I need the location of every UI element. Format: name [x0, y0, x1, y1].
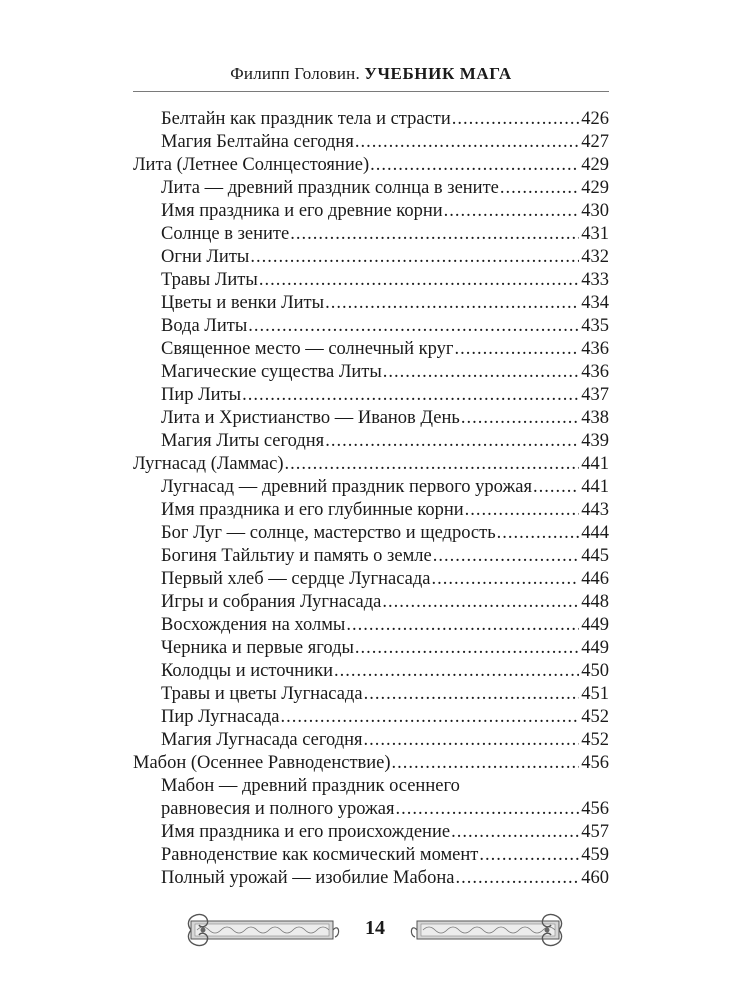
- toc-entry-title: Травы Литы: [161, 270, 258, 290]
- scroll-ornament-icon: [183, 907, 341, 953]
- toc-entry: [133, 292, 609, 315]
- dot-leader: [285, 453, 580, 476]
- toc-entry: [133, 269, 609, 292]
- dot-leader: [364, 683, 580, 706]
- dot-leader: [334, 660, 579, 683]
- toc-entry-title: Огни Литы: [161, 247, 250, 267]
- dot-leader: [444, 200, 580, 223]
- toc-entry: [133, 223, 609, 246]
- toc-page-number: 436: [581, 362, 609, 382]
- dot-leader: [248, 315, 579, 338]
- toc-entry-title: Пир Лугнасада: [161, 707, 280, 727]
- toc-page-number: 452: [581, 707, 609, 727]
- toc-entry: [133, 246, 609, 269]
- toc-entry-title: Цветы и венки Литы: [161, 293, 325, 313]
- toc-entry-title: Восхождения на холмы: [161, 615, 346, 635]
- dot-leader: [355, 637, 579, 660]
- dot-leader: [325, 430, 579, 453]
- toc-entry: [133, 108, 609, 131]
- toc-entry-title: Священное место — солнечный круг: [161, 339, 454, 359]
- toc-page-number: 456: [581, 753, 609, 773]
- page-footer: [183, 907, 567, 953]
- toc-page-number: 438: [581, 408, 609, 428]
- dot-leader: [479, 844, 579, 867]
- toc-page-number: 433: [581, 270, 609, 290]
- toc-entry-title: Лугнасад — древний праздник первого урожая: [161, 477, 532, 497]
- dot-leader: [290, 223, 579, 246]
- toc-page-number: 444: [581, 523, 609, 543]
- toc-entry-title: Богиня Тайльтиу и память о земле: [161, 546, 432, 566]
- toc-section-entry: [133, 453, 609, 476]
- toc-page-number: 435: [581, 316, 609, 336]
- toc-entry: [133, 338, 609, 361]
- toc-entry: [133, 867, 609, 890]
- toc-entry: [133, 384, 609, 407]
- toc-page-number: 439: [581, 431, 609, 451]
- toc-entry: [133, 637, 609, 660]
- toc-entry: [133, 522, 609, 545]
- toc-entry-title: Магические существа Литы: [161, 362, 382, 382]
- toc-entry-title: Лита — древний праздник солнца в зените: [161, 178, 499, 198]
- toc-entry-title: Вода Литы: [161, 316, 248, 336]
- dot-leader: [433, 545, 580, 568]
- toc-entry-title: Колодцы и источники: [161, 661, 333, 681]
- toc-entry: [133, 430, 609, 453]
- dot-leader: [346, 614, 579, 637]
- toc-page-number: 429: [581, 178, 609, 198]
- dot-leader: [355, 131, 579, 154]
- running-head: [133, 64, 609, 84]
- dot-leader: [452, 108, 579, 131]
- toc-entry-title: Имя праздника и его древние корни: [161, 201, 443, 221]
- table-of-contents: [133, 108, 609, 890]
- dot-leader: [382, 591, 579, 614]
- toc-page-number: 432: [581, 247, 609, 267]
- toc-entry-title: Белтайн как праздник тела и страсти: [161, 109, 451, 129]
- toc-entry: [133, 177, 609, 200]
- dot-leader: [497, 522, 580, 545]
- toc-page-number: 460: [581, 868, 609, 888]
- toc-entry: [133, 660, 609, 683]
- toc-entry-title: Магия Белтайна сегодня: [161, 132, 354, 152]
- dot-leader: [500, 177, 579, 200]
- dot-leader: [454, 338, 579, 361]
- toc-page-number: 459: [581, 845, 609, 865]
- toc-entry-title: Имя праздника и его глубинные корни: [161, 500, 464, 520]
- toc-entry: [133, 683, 609, 706]
- dot-leader: [455, 867, 579, 890]
- toc-page-number: 427: [581, 132, 609, 152]
- dot-leader: [451, 821, 579, 844]
- dot-leader: [325, 292, 579, 315]
- toc-entry: [133, 361, 609, 384]
- toc-page-number: 456: [581, 799, 609, 819]
- toc-page-number: 441: [581, 454, 609, 474]
- toc-page-number: 457: [581, 822, 609, 842]
- toc-section-entry: [133, 154, 609, 177]
- toc-entry-title: Лита (Летнее Солнцестояние): [133, 155, 370, 175]
- toc-entry: [133, 821, 609, 844]
- toc-entry-title: Равноденствие как космический момент: [161, 845, 479, 865]
- toc-page-number: 451: [581, 684, 609, 704]
- toc-entry: [133, 476, 609, 499]
- toc-entry: [133, 591, 609, 614]
- dot-leader: [533, 476, 579, 499]
- toc-page-number: 430: [581, 201, 609, 221]
- toc-entry: [133, 131, 609, 154]
- toc-entry: [133, 729, 609, 752]
- toc-entry-title: Лита и Христианство — Иванов День: [161, 408, 460, 428]
- dot-leader: [396, 798, 580, 821]
- toc-entry-title: Мабон — древний праздник осеннего: [161, 776, 460, 796]
- toc-entry: [133, 568, 609, 591]
- toc-page-number: 445: [581, 546, 609, 566]
- toc-page-number: 436: [581, 339, 609, 359]
- dot-leader: [392, 752, 580, 775]
- toc-entry-title: Магия Литы сегодня: [161, 431, 325, 451]
- toc-entry: [133, 545, 609, 568]
- toc-entry: [133, 614, 609, 637]
- toc-section-entry: [133, 752, 609, 775]
- author-name: Филипп Головин.: [230, 64, 360, 83]
- dot-leader: [465, 499, 580, 522]
- dot-leader: [250, 246, 579, 269]
- toc-entry: [133, 200, 609, 223]
- toc-page-number: 434: [581, 293, 609, 313]
- toc-page-number: 452: [581, 730, 609, 750]
- dot-leader: [461, 407, 579, 430]
- toc-entry: [133, 315, 609, 338]
- toc-entry-title: Черника и первые ягоды: [161, 638, 354, 658]
- toc-entry-title: Лугнасад (Ламмас): [133, 454, 284, 474]
- page-number: 14: [365, 917, 385, 939]
- toc-page-number: 449: [581, 638, 609, 658]
- toc-entry: [133, 499, 609, 522]
- toc-page-number: 449: [581, 615, 609, 635]
- toc-entry-title: равновесия и полного урожая: [161, 799, 395, 819]
- toc-page-number: 431: [581, 224, 609, 244]
- dot-leader: [370, 154, 579, 177]
- dot-leader: [431, 568, 579, 591]
- book-title: УЧЕБНИК МАГА: [364, 64, 512, 83]
- toc-entry: [133, 407, 609, 430]
- toc-page-number: 443: [581, 500, 609, 520]
- dot-leader: [280, 706, 579, 729]
- toc-page-number: 441: [581, 477, 609, 497]
- toc-entry-title: Солнце в зените: [161, 224, 290, 244]
- toc-entry-title: Игры и собрания Лугнасада: [161, 592, 382, 612]
- header-rule: [133, 91, 609, 92]
- toc-entry-title: Первый хлеб — сердце Лугнасада: [161, 569, 431, 589]
- toc-entry-title: Бог Луг — солнце, мастерство и щедрость: [161, 523, 496, 543]
- toc-entry: [133, 844, 609, 867]
- toc-entry-title: Пир Литы: [161, 385, 242, 405]
- dot-leader: [259, 269, 579, 292]
- toc-entry-title: Травы и цветы Лугнасада: [161, 684, 363, 704]
- toc-entry-title: Полный урожай — изобилие Мабона: [161, 868, 455, 888]
- toc-entry: [133, 706, 609, 729]
- dot-leader: [242, 384, 579, 407]
- toc-entry-title: Имя праздника и его происхождение: [161, 822, 451, 842]
- toc-page-number: 426: [581, 109, 609, 129]
- toc-entry-title: Магия Лугнасада сегодня: [161, 730, 363, 750]
- dot-leader: [364, 729, 580, 752]
- toc-entry: [133, 775, 609, 798]
- toc-entry-title: Мабон (Осеннее Равноденствие): [133, 753, 391, 773]
- toc-page-number: 429: [581, 155, 609, 175]
- toc-entry: [133, 798, 609, 821]
- toc-page-number: 450: [581, 661, 609, 681]
- toc-page-number: 448: [581, 592, 609, 612]
- toc-page-number: 446: [581, 569, 609, 589]
- scroll-ornament-icon: [409, 907, 567, 953]
- dot-leader: [383, 361, 579, 384]
- toc-page-number: 437: [581, 385, 609, 405]
